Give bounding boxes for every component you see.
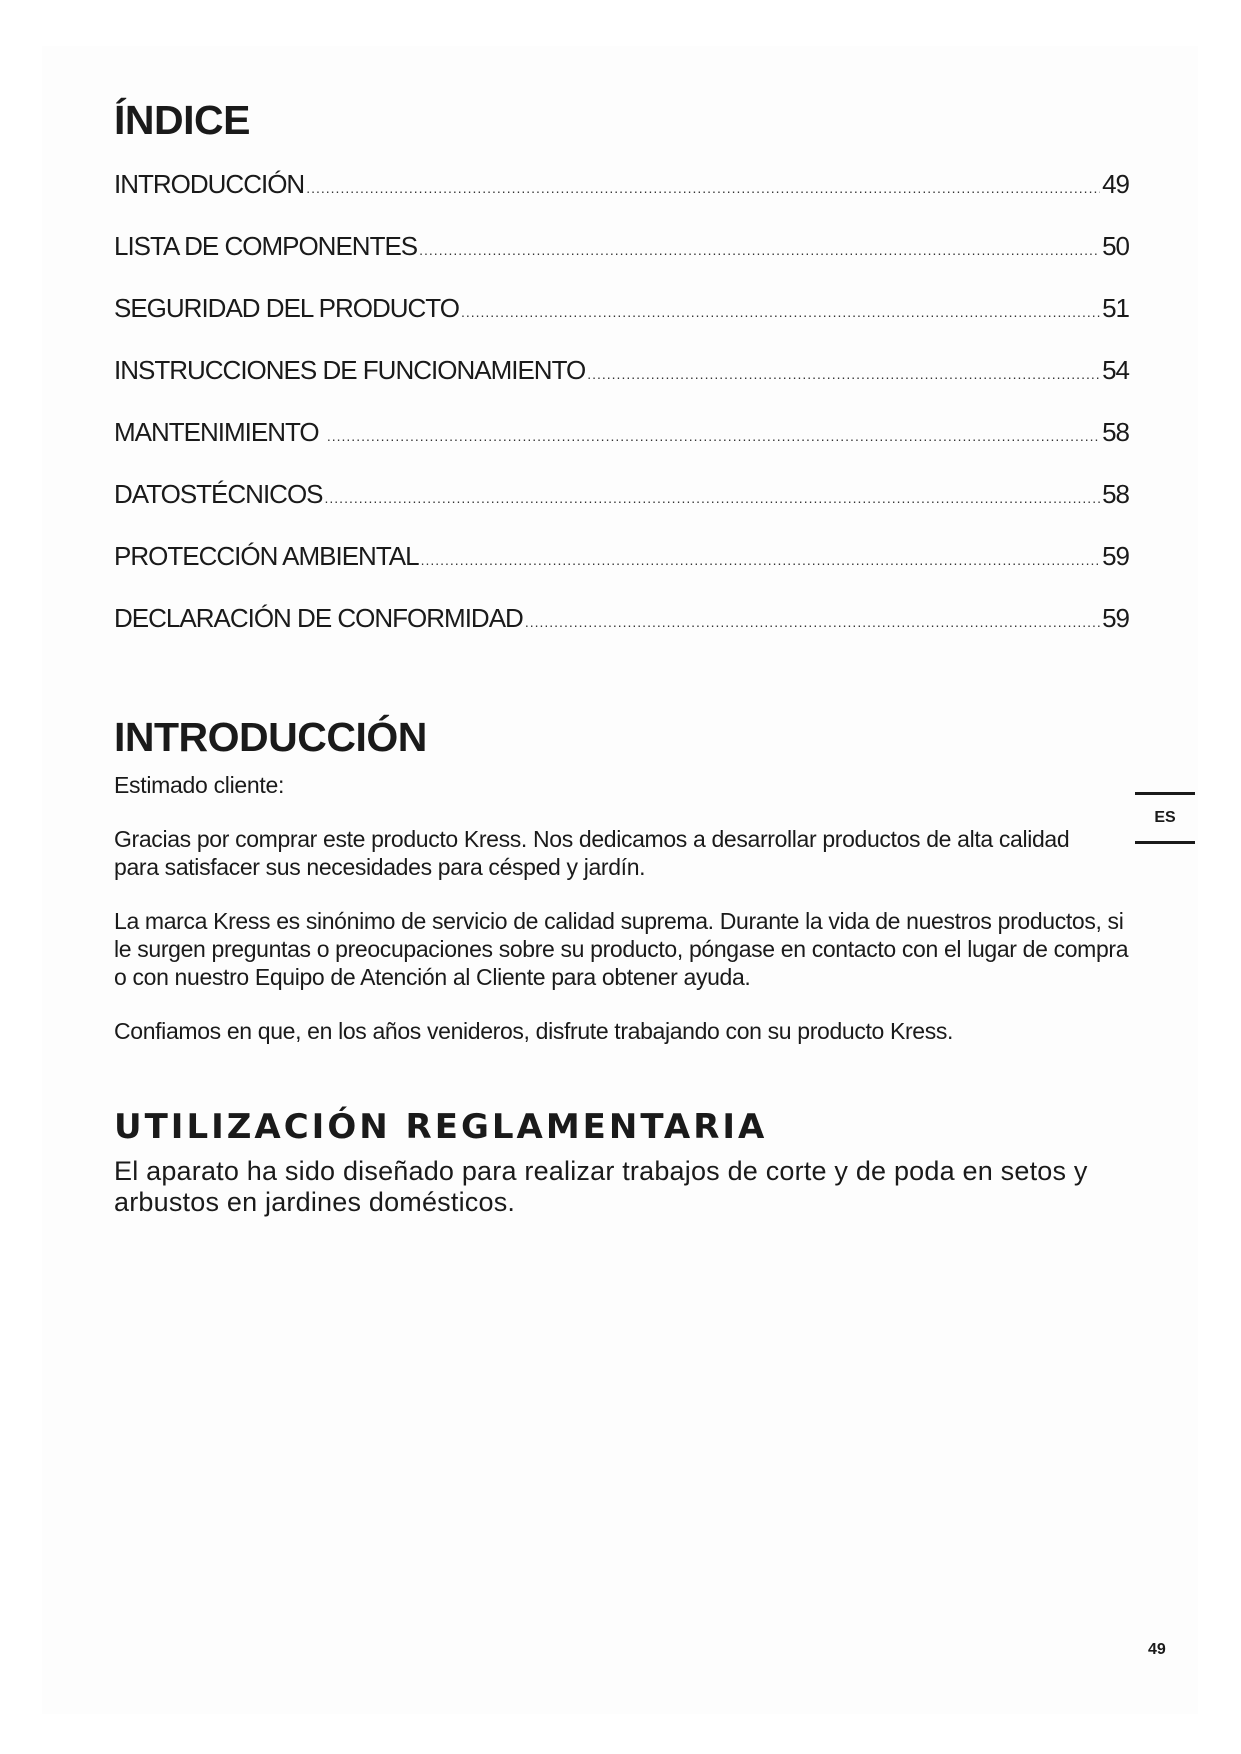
toc-leader-dots bbox=[461, 304, 1100, 320]
toc-entry-declaracion-de-conformidad[interactable] bbox=[114, 603, 1129, 665]
toc-entry-introduccion[interactable] bbox=[114, 169, 1129, 231]
toc-entry-label: DECLARACIÓN DE CONFORMIDAD bbox=[114, 603, 523, 634]
toc-leader-dots bbox=[306, 180, 1100, 196]
toc-entry-proteccion-ambiental[interactable] bbox=[114, 541, 1129, 603]
toc-leader-dots bbox=[421, 552, 1101, 568]
usage-section bbox=[114, 1107, 1129, 1218]
toc-entry-page: 58 bbox=[1102, 479, 1129, 510]
usage-text: El aparato ha sido diseñado para realizar trabajos de corte y de poda en setos y arbustos en jardines domésticos. bbox=[114, 1156, 1088, 1218]
page-number: 49 bbox=[1148, 1641, 1166, 1658]
toc-entry-page: 58 bbox=[1102, 417, 1129, 448]
toc-entry-label: INSTRUCCIONES DE FUNCIONAMIENTO bbox=[114, 355, 586, 386]
toc-entry-page: 49 bbox=[1102, 169, 1129, 200]
toc-entry-instrucciones-de-funcionamiento[interactable] bbox=[114, 355, 1129, 417]
intro-section bbox=[114, 713, 1129, 1045]
toc-entry-lista-de-componentes[interactable] bbox=[114, 231, 1129, 293]
toc-entry-label: INTRODUCCIÓN bbox=[114, 169, 305, 200]
toc-entry-label: SEGURIDAD DEL PRODUCTO bbox=[114, 293, 459, 324]
toc-leader-dots bbox=[587, 366, 1100, 382]
toc-leader-dots bbox=[525, 614, 1100, 630]
toc-entry-label: MANTENIMIENTO bbox=[114, 417, 325, 448]
intro-title: INTRODUCCIÓN bbox=[114, 714, 427, 761]
toc-entry-mantenimiento[interactable] bbox=[114, 417, 1129, 479]
page-content bbox=[114, 96, 1129, 1218]
toc-leader-dots bbox=[419, 242, 1100, 258]
toc-entry-seguridad-del-producto[interactable] bbox=[114, 293, 1129, 355]
toc-leader-dots bbox=[325, 490, 1101, 506]
usage-title: UTILIZACIÓN REGLAMENTARIA bbox=[114, 1107, 768, 1148]
language-tab[interactable]: ES bbox=[1135, 792, 1195, 844]
intro-paragraph: Confiamos en que, en los años venideros, disfrute trabajando con su producto Kress. bbox=[114, 1018, 954, 1045]
intro-greeting: Estimado cliente: bbox=[114, 772, 285, 799]
toc-entry-label: LISTA DE COMPONENTES bbox=[114, 231, 418, 262]
toc-entry-page: 51 bbox=[1102, 293, 1129, 324]
table-of-contents bbox=[114, 169, 1129, 665]
intro-paragraph: Gracias por comprar este producto Kress. Nos dedicamos a desarrollar productos de alta calidad para satisfacer sus necesidades para césped y jardín. bbox=[114, 826, 1070, 881]
toc-leader-dots bbox=[327, 428, 1100, 444]
toc-entry-label: DATOSTÉCNICOS bbox=[114, 479, 323, 510]
toc-entry-datos-tecnicos[interactable] bbox=[114, 479, 1129, 541]
toc-entry-page: 59 bbox=[1102, 541, 1129, 572]
toc-entry-page: 59 bbox=[1102, 603, 1129, 634]
toc-entry-page: 50 bbox=[1102, 231, 1129, 262]
toc-entry-page: 54 bbox=[1102, 355, 1129, 386]
toc-entry-label: PROTECCIÓN AMBIENTAL bbox=[114, 541, 419, 572]
intro-paragraph: La marca Kress es sinónimo de servicio de calidad suprema. Durante la vida de nuestros productos, si le surgen preguntas o preocupaciones sobre su producto, póngase en contacto con el lugar de compra o con nuestro Equipo de Atención al Cliente para obtener ayuda. bbox=[114, 908, 1129, 991]
toc-title: ÍNDICE bbox=[114, 97, 250, 143]
